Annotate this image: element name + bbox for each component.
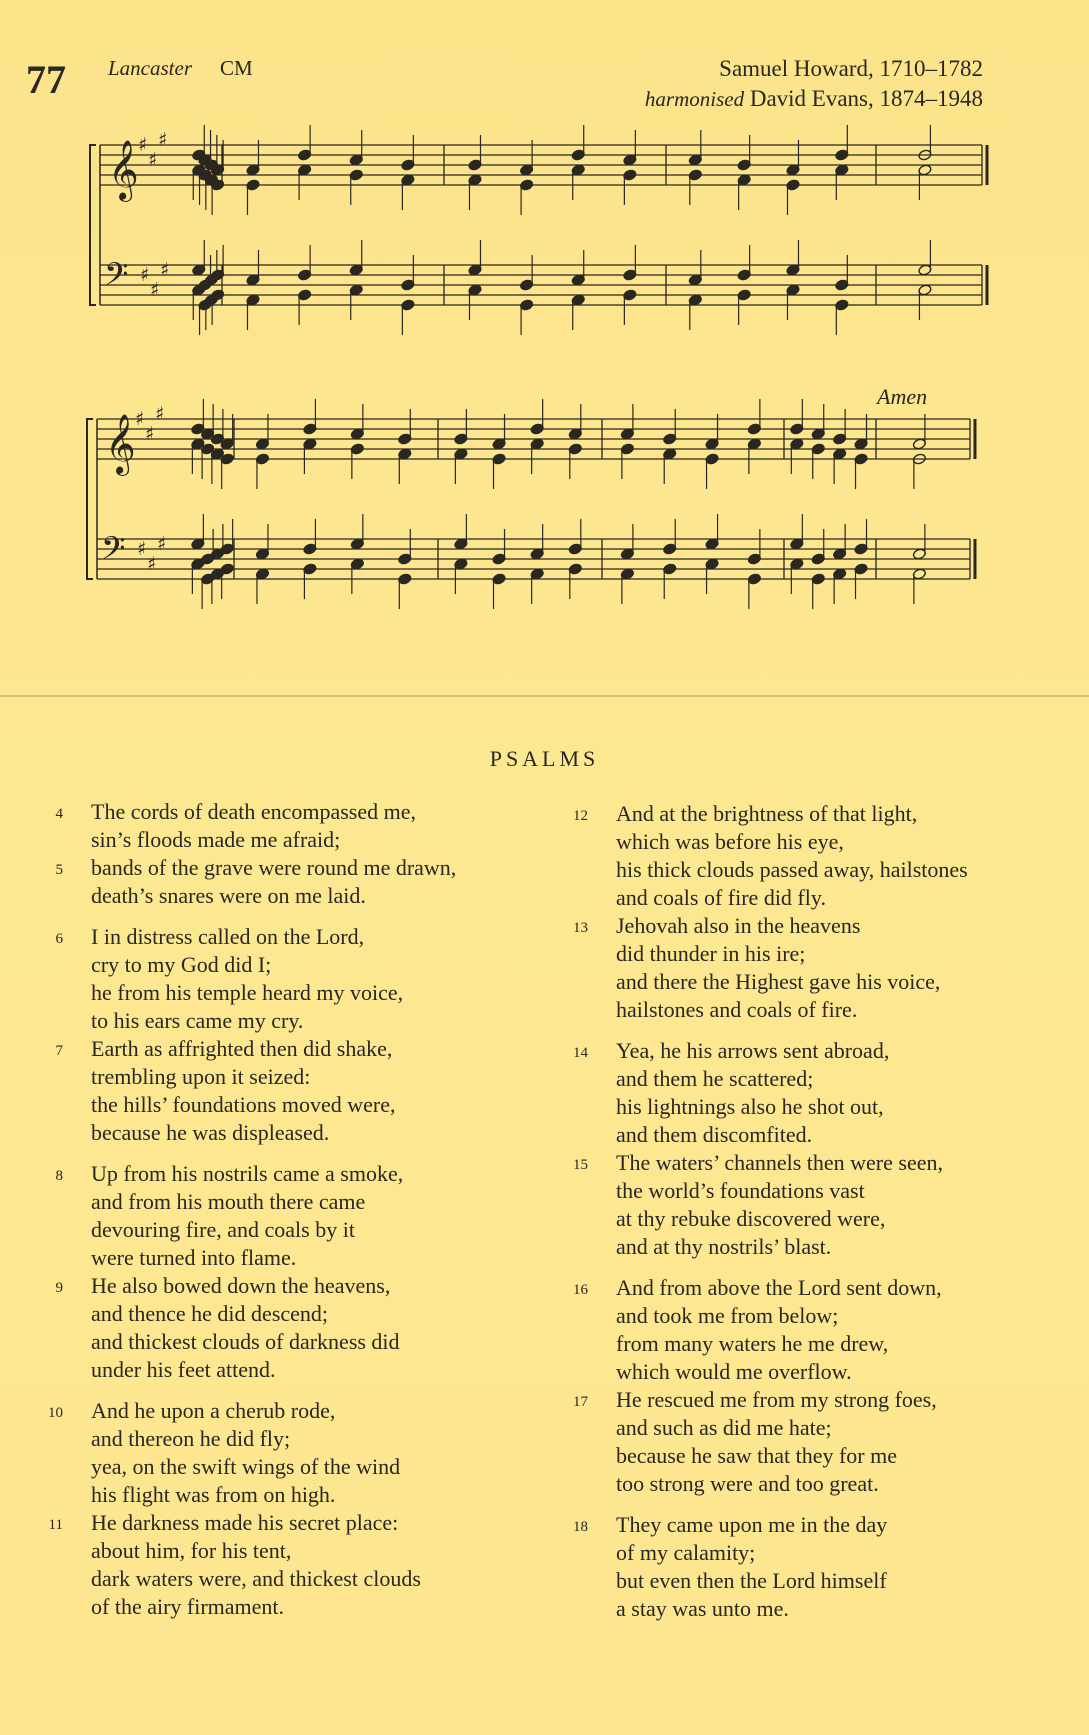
verse-line: from many waters he me drew, (616, 1331, 889, 1356)
verse-line: hailstones and coals of fire. (616, 997, 858, 1022)
key-sharp: ♯ (137, 538, 147, 560)
music-score (0, 0, 1089, 660)
verse-line: sin’s floods made me afraid; (91, 827, 341, 852)
verse-line: and them he scattered; (616, 1066, 814, 1091)
key-sharp: ♯ (160, 259, 170, 281)
psalm-verse (573, 1274, 1076, 1386)
verse-line: his thick clouds passed away, hailstones (616, 857, 968, 882)
verse-line: of the airy firmament. (91, 1594, 285, 1619)
verse-line: Jehovah also in the heavens (616, 913, 861, 938)
verse-number: 16 (573, 1282, 588, 1298)
key-sharp: ♯ (150, 279, 160, 301)
key-sharp: ♯ (148, 149, 158, 171)
verse-line: The waters’ channels then were seen, (616, 1150, 943, 1175)
system-2-brace (87, 419, 93, 579)
verse-line: but even then the Lord himself (616, 1568, 887, 1593)
page-divider (0, 695, 1089, 697)
tune-name: Lancaster (108, 56, 192, 80)
verse-number: 14 (573, 1045, 588, 1061)
verse-line: And he upon a cherub rode, (91, 1398, 336, 1423)
psalm-verse (55, 1272, 551, 1384)
psalm-verse (573, 1511, 1076, 1623)
verse-line: and from his mouth there came (91, 1189, 366, 1214)
verse-line: at thy rebuke discovered were, (616, 1206, 886, 1231)
verse-line: He rescued me from my strong foes, (616, 1387, 937, 1412)
verse-line: under his feet attend. (91, 1357, 276, 1382)
verse-number: 5 (55, 862, 63, 878)
verse-line: of my calamity; (616, 1540, 756, 1565)
verse-line: They came upon me in the day (616, 1512, 888, 1537)
verse-line: because he saw that they for me (616, 1443, 897, 1468)
psalm-verse (55, 1035, 551, 1147)
verse-number: 15 (573, 1157, 588, 1173)
verse-line: the hills’ foundations moved were, (91, 1092, 396, 1117)
psalm-column-left (48, 798, 551, 1621)
verse-line: Earth as affrighted then did shake, (91, 1036, 393, 1061)
key-sharp: ♯ (147, 553, 157, 575)
verse-number: 18 (573, 1519, 588, 1535)
meter: CM (220, 56, 253, 80)
verse-line: too strong were and too great. (616, 1471, 879, 1496)
psalm-verse (573, 1037, 1076, 1149)
psalm-verse (55, 854, 551, 910)
verse-line: trembling upon it seized: (91, 1064, 311, 1089)
verse-number: 13 (573, 920, 588, 936)
psalm-column-right (573, 800, 1076, 1623)
verse-line: He darkness made his secret place: (91, 1510, 399, 1535)
key-sharp: ♯ (158, 129, 168, 151)
verse-line: and thickest clouds of darkness did (91, 1329, 400, 1354)
psalm-verse (55, 798, 551, 854)
verse-line: to his ears came my cry. (91, 1008, 304, 1033)
verse-line: And at the brightness of that light, (616, 801, 918, 826)
verse-number: 17 (573, 1394, 588, 1410)
verse-line: I in distress called on the Lord, (91, 924, 365, 949)
verse-line: which was before his eye, (616, 829, 844, 854)
composer-credit: Samuel Howard, 1710–1782 (719, 56, 983, 81)
bass-clef: 𝄢 (104, 256, 129, 300)
verse-number: 9 (55, 1280, 63, 1296)
verse-line: did thunder in his ire; (616, 941, 806, 966)
amen-label: Amen (877, 384, 928, 409)
verse-number: 7 (55, 1043, 63, 1059)
verse-line: a stay was unto me. (616, 1596, 789, 1621)
verse-line: bands of the grave were round me drawn, (91, 855, 457, 880)
key-sharp: ♯ (135, 408, 145, 430)
key-sharp: ♯ (145, 423, 155, 445)
bass-clef: 𝄢 (101, 530, 126, 574)
verse-line: And from above the Lord sent down, (616, 1275, 942, 1300)
verse-line: cry to my God did I; (91, 952, 272, 977)
verse-line: dark waters were, and thickest clouds (91, 1566, 421, 1591)
verse-number: 6 (55, 931, 63, 947)
psalm-verse (55, 1160, 551, 1272)
verse-line: his flight was from on high. (91, 1482, 336, 1507)
harmonised-label: harmonised (644, 87, 745, 111)
psalm-verse (573, 1149, 1076, 1261)
verse-line: Yea, he his arrows sent abroad, (616, 1038, 890, 1063)
psalm-verse (573, 1386, 1076, 1498)
verse-number: 10 (48, 1405, 63, 1421)
harmoniser-name: David Evans, 1874–1948 (749, 86, 983, 111)
verse-line: The cords of death encompassed me, (91, 799, 416, 824)
key-sharp: ♯ (155, 403, 165, 425)
key-sharp: ♯ (138, 134, 148, 156)
psalm-verse (573, 912, 1076, 1024)
verse-line: and there the Highest gave his voice, (616, 969, 941, 994)
verse-number: 8 (55, 1168, 63, 1184)
verse-line: and thence he did descend; (91, 1301, 329, 1326)
verse-line: yea, on the swift wings of the wind (91, 1454, 401, 1479)
key-sharp: ♯ (140, 264, 150, 286)
psalm-verse (573, 800, 1076, 912)
verse-number: 4 (55, 806, 63, 822)
key-sharp: ♯ (157, 533, 167, 555)
section-title: PSALMS (489, 746, 600, 771)
hymn-number: 77 (26, 57, 66, 102)
verse-line: and at thy nostrils’ blast. (616, 1234, 832, 1259)
verse-line: he from his temple heard my voice, (91, 980, 404, 1005)
psalm-verse (48, 1397, 551, 1509)
verse-line: the world’s foundations vast (616, 1178, 865, 1203)
verse-line: death’s snares were on me laid. (91, 883, 366, 908)
verse-line: and them discomfited. (616, 1122, 813, 1147)
verse-line: and coals of fire did fly. (616, 885, 826, 910)
verse-line: and thereon he did fly; (91, 1426, 291, 1451)
verse-line: were turned into flame. (91, 1245, 297, 1270)
verse-line: which would me overflow. (616, 1359, 852, 1384)
verse-line: his lightnings also he shot out, (616, 1094, 884, 1119)
system-1-brace (90, 145, 96, 305)
verse-line: He also bowed down the heavens, (91, 1273, 391, 1298)
verse-line: Up from his nostrils came a smoke, (91, 1161, 404, 1186)
verse-line: and such as did me hate; (616, 1415, 832, 1440)
psalm-verse (48, 1509, 551, 1621)
verse-number: 11 (48, 1517, 63, 1533)
verse-line: and took me from below; (616, 1303, 839, 1328)
treble-clef: 𝄞 (108, 140, 139, 200)
verse-line: about him, for his tent, (91, 1538, 292, 1563)
verse-line: because he was displeased. (91, 1120, 330, 1145)
psalm-verse (55, 923, 551, 1035)
treble-clef: 𝄞 (105, 414, 136, 474)
verse-line: devouring fire, and coals by it (91, 1217, 355, 1242)
verse-number: 12 (573, 808, 588, 824)
